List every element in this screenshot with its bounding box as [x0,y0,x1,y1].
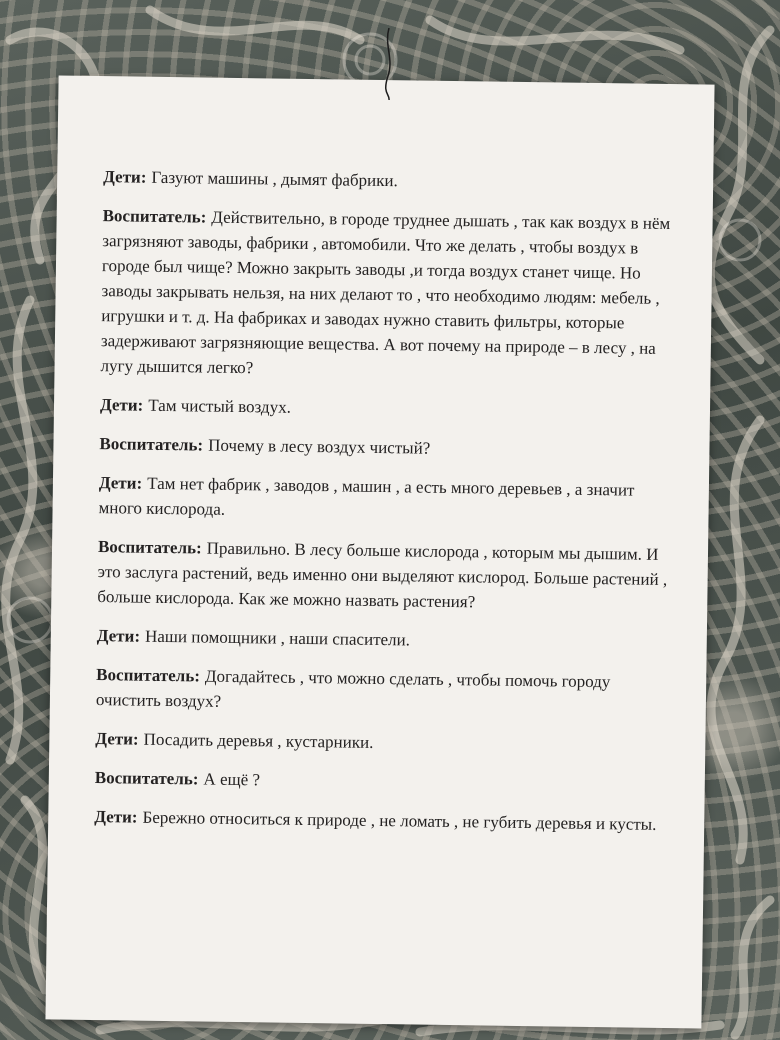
speaker-label: Воспитатель: [97,537,202,558]
line-text: Правильно. В лесу больше кислорода , которым мы дышим. И это заслуга растений, ведь именно они выделяют кислород. Больше растений , больше кислорода. Как же можно назвать растения? [97,538,668,612]
paper-sheet [45,75,714,1028]
line-text: Посадить деревья , кустарники. [143,729,374,752]
dialogue-line-children [100,392,680,425]
dialogue-line-children [98,470,679,528]
dialogue-line-children [94,804,674,837]
dialogue-line-teacher [100,203,682,386]
line-text: Догадайтесь , что можно сделать , чтобы помочь городу очистить воздух? [95,666,611,711]
hanging-thread-icon [380,28,398,100]
dialogue-line-children [97,623,677,656]
speaker-label: Дети: [99,395,144,415]
speaker-label: Дети: [94,807,138,827]
line-text: Газуют машины , дымят фабрики. [151,167,398,191]
dialogue-line-teacher [97,534,678,617]
speaker-label: Дети: [96,626,141,646]
speaker-label: Дети: [98,473,143,493]
speaker-label: Воспитатель: [99,434,204,455]
dialogue-line-children [95,726,675,759]
speaker-label: Воспитатель: [102,206,207,227]
line-text: Там чистый воздух. [148,395,292,417]
document-text [94,164,683,851]
dialogue-line-teacher [96,662,677,720]
dialogue-line-teacher [99,431,679,464]
dialogue-line-children [103,164,683,197]
line-text: А ещё ? [203,769,261,790]
speaker-label: Дети: [103,167,147,187]
speaker-label: Воспитатель: [94,768,199,789]
line-text: Наши помощники , наши спасители. [144,626,411,650]
line-text: Бережно относиться к природе , не ломать , не губить деревья и кусты. [142,807,657,834]
speaker-label: Дети: [95,729,139,749]
line-text: Там нет фабрик , заводов , машин , а есть много деревьев , а значит много кислорода. [98,473,635,519]
speaker-label: Воспитатель: [96,665,201,686]
dialogue-line-teacher [95,765,675,798]
line-text: Почему в лесу воздух чистый? [208,435,431,458]
line-text: Действительно, в городе труднее дышать , так как воздух в нём загрязняют заводы, фабрики , автомобили. Что же делать , чтобы воздух в городе был чище? Можно закрыть заводы ,и тогда воздух станет чище. Но заводы закрывать нельзя, на них делают то , что необходимо людям: мебель , игрушки и т. д. На фабриках и заводах нужно ставить фильтры, которые задерживают загрязняющие вещества. А вот почему на природе – в лесу , на лугу дышится легко? [100,207,671,378]
